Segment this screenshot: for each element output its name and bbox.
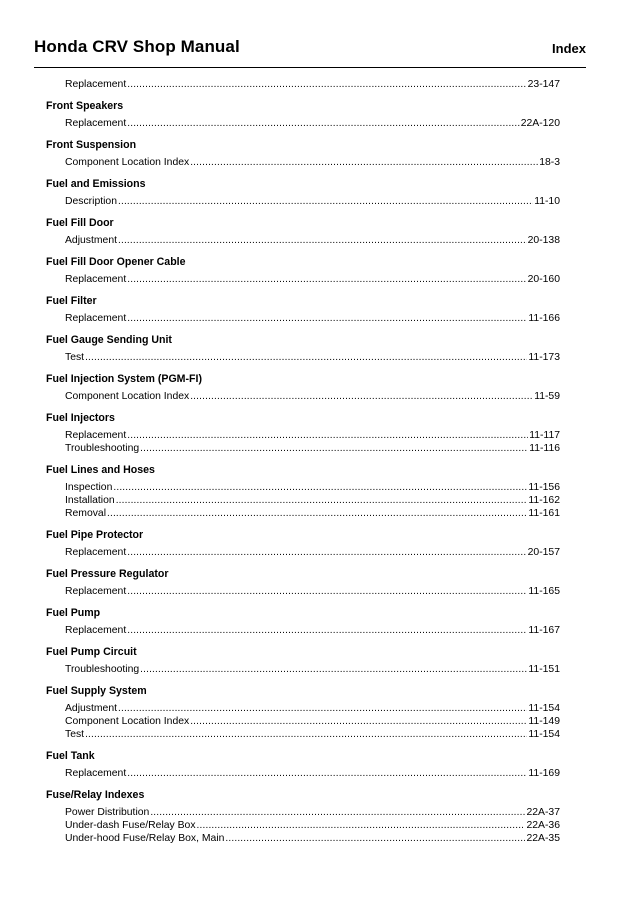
index-group: [46, 607, 560, 637]
entry-page: 11-59: [534, 391, 560, 402]
index-heading: Fuel Gauge Sending Unit: [46, 334, 172, 346]
index-heading: Fuel Filter: [46, 295, 97, 307]
leader-dots: [127, 767, 527, 780]
index-entry[interactable]: [46, 728, 560, 741]
entry-label: Replacement: [65, 768, 127, 779]
leader-dots: [118, 234, 527, 247]
entry-page: 11-117: [529, 430, 560, 441]
index-heading: Fuel Fill Door: [46, 217, 114, 229]
index-group: [46, 464, 560, 520]
entry-page: 11-167: [528, 625, 560, 636]
index-heading: Front Suspension: [46, 139, 137, 151]
index-entry[interactable]: [46, 546, 560, 559]
index-heading: Fuse/Relay Indexes: [46, 789, 145, 801]
entry-label: Replacement: [65, 313, 127, 324]
leader-dots: [118, 702, 527, 715]
entry-page: 11-162: [528, 495, 560, 506]
leader-dots: [113, 481, 527, 494]
entry-page: 11-173: [528, 352, 560, 363]
leader-dots: [150, 806, 525, 819]
leader-dots: [127, 429, 528, 442]
index-entry[interactable]: [46, 429, 560, 442]
leader-dots: [127, 312, 527, 325]
index-entry[interactable]: [46, 481, 560, 494]
index-entry[interactable]: [46, 663, 560, 676]
entry-label: Replacement: [65, 625, 127, 636]
index-entry[interactable]: [46, 832, 560, 845]
entry-label: Test: [65, 352, 85, 363]
entry-page: 22A-35: [526, 833, 560, 844]
leader-dots: [190, 390, 533, 403]
index-group: [46, 568, 560, 598]
index-group: [46, 139, 560, 169]
leader-dots: [127, 546, 526, 559]
entry-page: 11-161: [528, 508, 560, 519]
leader-dots: [127, 624, 527, 637]
index-group: [46, 750, 560, 780]
index-entry[interactable]: [46, 195, 560, 208]
index-entry[interactable]: [46, 442, 560, 455]
index-heading: Fuel Pump Circuit: [46, 646, 137, 658]
index-heading: Fuel Pressure Regulator: [46, 568, 169, 580]
entry-label: Under-dash Fuse/Relay Box: [65, 820, 196, 831]
entry-label: Power Distribution: [65, 807, 150, 818]
entry-page: 20-157: [527, 547, 560, 558]
entry-label: Adjustment: [65, 235, 117, 246]
manual-title: Honda CRV Shop Manual: [34, 37, 240, 56]
leader-dots: [127, 273, 526, 286]
index-entry[interactable]: [46, 767, 560, 780]
entry-page: 11-169: [528, 768, 560, 779]
index-entry[interactable]: [46, 624, 560, 637]
index-entry[interactable]: [46, 351, 560, 364]
entry-page: 11-165: [528, 586, 560, 597]
index-entry[interactable]: [46, 585, 560, 598]
entry-label: Installation: [65, 495, 115, 506]
index-entry[interactable]: [46, 234, 560, 247]
index-heading: Front Speakers: [46, 100, 124, 112]
leader-dots: [118, 195, 533, 208]
index-entry[interactable]: [46, 156, 560, 169]
index-entry[interactable]: [46, 390, 560, 403]
entry-label: Troubleshooting: [65, 664, 140, 675]
entry-label: Test: [65, 729, 85, 740]
index-group: [46, 685, 560, 741]
index-group: [46, 373, 560, 403]
leader-dots: [127, 117, 519, 130]
index-entry[interactable]: [46, 819, 560, 832]
index-entry[interactable]: [46, 702, 560, 715]
entry-label: Description: [65, 196, 117, 207]
entry-label: Replacement: [65, 118, 127, 129]
entry-page: 22A-36: [526, 820, 560, 831]
leader-dots: [127, 78, 526, 91]
entry-page: 11-149: [528, 716, 560, 727]
leader-dots: [116, 494, 528, 507]
entry-label: Inspection: [65, 482, 113, 493]
entry-label: Removal: [65, 508, 106, 519]
index-entry[interactable]: [46, 78, 560, 91]
index-entry[interactable]: [46, 312, 560, 325]
leader-dots: [140, 663, 527, 676]
entry-page: 22A-120: [520, 118, 560, 129]
index-group: [46, 412, 560, 455]
entry-label: Adjustment: [65, 703, 117, 714]
entry-label: Component Location Index: [65, 716, 190, 727]
entry-label: Replacement: [65, 586, 127, 597]
entry-page: 22A-37: [526, 807, 560, 818]
index-entry[interactable]: [46, 273, 560, 286]
index-group: [46, 217, 560, 247]
index-entry[interactable]: [46, 715, 560, 728]
entry-page: 11-154: [528, 703, 560, 714]
entry-page: 11-151: [528, 664, 560, 675]
leader-dots: [140, 442, 528, 455]
leader-dots: [127, 585, 527, 598]
entry-page: 20-138: [527, 235, 560, 246]
leader-dots: [85, 351, 527, 364]
entry-page: 11-10: [534, 196, 560, 207]
index-heading: Fuel Pump: [46, 607, 101, 619]
section-label: Index: [552, 41, 586, 56]
entry-page: 18-3: [539, 157, 560, 168]
index-group: [46, 256, 560, 286]
index-entry[interactable]: [46, 494, 560, 507]
leader-dots: [85, 728, 527, 741]
leader-dots: [225, 832, 525, 845]
index-heading: Fuel Injection System (PGM-FI): [46, 373, 202, 385]
entry-label: Replacement: [65, 430, 127, 441]
entry-page: 11-156: [528, 482, 560, 493]
index-heading: Fuel Injectors: [46, 412, 115, 424]
index-heading: Fuel Pipe Protector: [46, 529, 144, 541]
index-heading: Fuel and Emissions: [46, 178, 146, 190]
entry-label: Under-hood Fuse/Relay Box, Main: [65, 833, 225, 844]
index-heading: Fuel Supply System: [46, 685, 147, 697]
entry-label: Component Location Index: [65, 391, 190, 402]
index-group: [46, 295, 560, 325]
index-heading: Fuel Lines and Hoses: [46, 464, 155, 476]
entry-page: 11-166: [528, 313, 560, 324]
index-group: [46, 529, 560, 559]
entry-label: Replacement: [65, 79, 127, 90]
entry-label: Replacement: [65, 547, 127, 558]
leader-dots: [190, 715, 527, 728]
index-group: [46, 178, 560, 208]
index-entry[interactable]: [46, 117, 560, 130]
entry-page: 20-160: [527, 274, 560, 285]
entry-label: Replacement: [65, 274, 127, 285]
index-heading: Fuel Tank: [46, 750, 95, 762]
entry-page: 23-147: [527, 79, 560, 90]
entry-page: 11-154: [528, 729, 560, 740]
index-group: [46, 789, 560, 845]
page-header: [34, 37, 586, 68]
index-group: [46, 646, 560, 676]
entry-label: Troubleshooting: [65, 443, 140, 454]
index-heading: Fuel Fill Door Opener Cable: [46, 256, 186, 268]
index-list: [46, 78, 560, 845]
entry-page: 11-116: [529, 443, 560, 454]
entry-label: Component Location Index: [65, 157, 190, 168]
index-group: [46, 100, 560, 130]
leader-dots: [197, 819, 526, 832]
leader-dots: [107, 507, 527, 520]
index-entry[interactable]: [46, 507, 560, 520]
index-group: [46, 334, 560, 364]
index-entry[interactable]: [46, 806, 560, 819]
leader-dots: [190, 156, 538, 169]
